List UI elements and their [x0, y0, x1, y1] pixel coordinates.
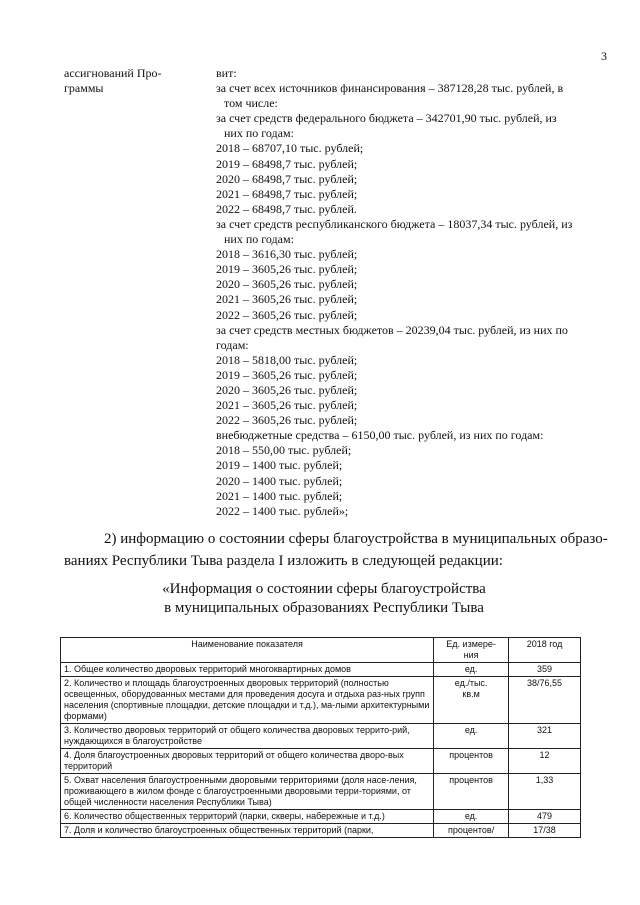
heading-line-1: «Информация о состоянии сферы благоустройства [162, 581, 486, 597]
table-cell-unit: процентов/ [434, 824, 509, 838]
table-row [61, 663, 581, 677]
passport-line: за счет средств местных бюджетов – 20239,04 тыс. рублей, из них по [216, 322, 568, 337]
passport-line: 2018 – 550,00 тыс. рублей; [216, 443, 352, 458]
passport-line: 2022 – 1400 тыс. рублей»; [216, 503, 349, 518]
header-indicator-name: Наименование показателя [61, 638, 434, 663]
table-cell-name: 5. Охват населения благоустроенными дворовыми территориями (доля насе-ления, проживающего в жилом фонде с благоустроенными дворовыми терри-ториями, от общей численности населения Республики Тыва) [61, 774, 434, 810]
passport-lines [216, 66, 606, 519]
table-cell-name: 2. Количество и площадь благоустроенных дворовых территорий (полностью освещенных, оборудованных местами для проведения досуга и отдыха раз-ных групп населения (спортивные площадки, детские площадки и т.д.), ма-лыми архитектурными формами) [61, 677, 434, 724]
passport-line: 2020 – 3605,26 тыс. рублей; [216, 382, 358, 397]
passport-line: 2019 – 1400 тыс. рублей; [216, 458, 343, 473]
passport-line: за счет средств республиканского бюджета – 18037,34 тыс. рублей, из [216, 216, 573, 231]
passport-label-line: граммы [64, 81, 104, 96]
amendment-paragraph [64, 528, 608, 572]
table-cell-value: 359 [509, 663, 581, 677]
table-row [61, 774, 581, 810]
table-header-row [61, 638, 581, 663]
section-heading [64, 580, 584, 618]
passport-line: 2020 – 1400 тыс. рублей; [216, 473, 343, 488]
passport-line: 2021 – 68498,7 тыс. рублей; [216, 186, 358, 201]
paragraph-line-1: 2) информацию о состоянии сферы благоустройства в муниципальных образо- [104, 531, 608, 547]
indicators-table [60, 637, 581, 838]
passport-line: 2022 – 3605,26 тыс. рублей; [216, 413, 358, 428]
passport-line: 2022 – 68498,7 тыс. рублей. [216, 201, 357, 216]
table-cell-unit: ед./тыс. кв.м [434, 677, 509, 724]
table-cell-name: 4. Доля благоустроенных дворовых территорий от общего количества дворо-вых территорий [61, 749, 434, 774]
passport-line: них по годам: [224, 126, 294, 141]
passport-label [64, 66, 204, 96]
table-row [61, 677, 581, 724]
passport-line: внебюджетные средства – 6150,00 тыс. рублей, из них по годам: [216, 428, 544, 443]
passport-line: 2021 – 3605,26 тыс. рублей; [216, 292, 358, 307]
table-cell-unit: ед. [434, 663, 509, 677]
table-cell-value: 1,33 [509, 774, 581, 810]
table-cell-name: 1. Общее количество дворовых территорий многоквартирных домов [61, 663, 434, 677]
passport-line: за счет всех источников финансирования – 387128,28 тыс. рублей, в [216, 81, 564, 96]
table-cell-value: 321 [509, 724, 581, 749]
passport-line: 2018 – 3616,30 тыс. рублей; [216, 247, 358, 262]
passport-line: 2021 – 1400 тыс. рублей; [216, 488, 343, 503]
table-cell-value: 12 [509, 749, 581, 774]
passport-line: 2019 – 68498,7 тыс. рублей; [216, 156, 358, 171]
table-cell-name: 3. Количество дворовых территорий от общего количества дворовых террито-рий, нуждающихся в благоустройстве [61, 724, 434, 749]
table-cell-unit: ед. [434, 810, 509, 824]
passport-line: вит: [216, 66, 237, 80]
header-unit: Ед. измере- ния [434, 638, 509, 663]
passport-line: 2019 – 3605,26 тыс. рублей; [216, 262, 358, 277]
passport-line: за счет средств федерального бюджета – 342701,90 тыс. рублей, из [216, 111, 557, 126]
table-cell-name: 7. Доля и количество благоустроенных общественных территорий (парки, [61, 824, 434, 838]
page-number: 3 [601, 49, 607, 63]
passport-line: 2019 – 3605,26 тыс. рублей; [216, 367, 358, 382]
table-row [61, 724, 581, 749]
paragraph-line-2: ваниях Республики Тыва раздела I изложить в следующей редакции: [64, 553, 503, 569]
passport-line: том числе: [224, 96, 278, 111]
header-year: 2018 год [509, 638, 581, 663]
table-row [61, 824, 581, 838]
table-cell-unit: ед. [434, 724, 509, 749]
table-row [61, 810, 581, 824]
passport-line: 2021 – 3605,26 тыс. рублей; [216, 398, 358, 413]
passport-line: 2018 – 68707,10 тыс. рублей; [216, 141, 364, 156]
passport-line: 2018 – 5818,00 тыс. рублей; [216, 352, 358, 367]
table-cell-value: 17/38 [509, 824, 581, 838]
passport-line: 2020 – 68498,7 тыс. рублей; [216, 171, 358, 186]
heading-line-2: в муниципальных образованиях Республики Тыва [164, 600, 484, 616]
passport-line: годам: [216, 337, 249, 352]
passport-line: 2022 – 3605,26 тыс. рублей; [216, 307, 358, 322]
table-cell-unit: процентов [434, 749, 509, 774]
table-cell-value: 38/76,55 [509, 677, 581, 724]
table-cell-name: 6. Количество общественных территорий (парки, скверы, набережные и т.д.) [61, 810, 434, 824]
passport-label-line: ассигнований Про- [64, 66, 162, 80]
table-row [61, 749, 581, 774]
table-cell-value: 479 [509, 810, 581, 824]
passport-line: 2020 – 3605,26 тыс. рублей; [216, 277, 358, 292]
passport-line: них по годам: [224, 232, 294, 247]
table-cell-unit: процентов [434, 774, 509, 810]
